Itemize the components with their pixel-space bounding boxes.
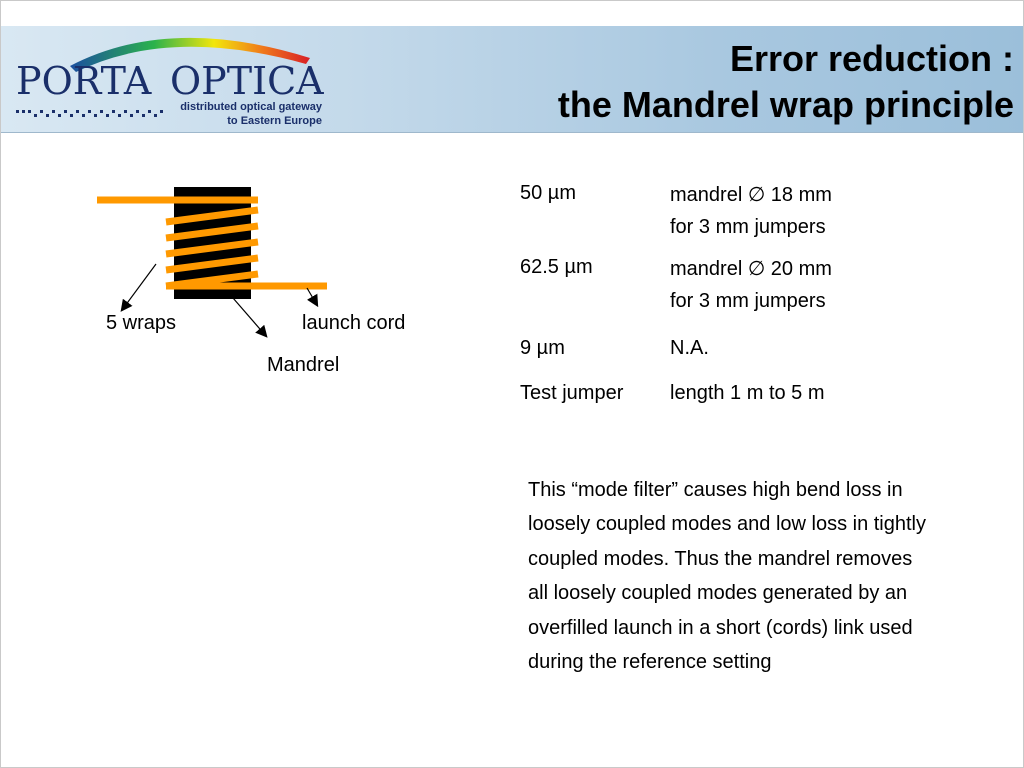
title-line-2: the Mandrel wrap principle	[557, 84, 1014, 125]
description-line: during the reference setting	[528, 651, 772, 674]
spec-fiber: 62.5 µm	[520, 256, 593, 278]
header-banner	[0, 26, 1024, 133]
mode-filter-description	[528, 473, 998, 679]
label-5-wraps: 5 wraps	[106, 312, 177, 334]
svg-text:to Eastern Europe: to Eastern Europe	[227, 115, 322, 127]
spec-value: mandrel ∅ 20 mm	[670, 258, 832, 280]
description-line: This “mode filter” causes high bend loss in	[528, 479, 903, 501]
arrow-launch-cord	[307, 288, 317, 305]
spec-value-note: for 3 mm jumpers	[670, 290, 826, 312]
spec-fiber: 50 µm	[520, 182, 576, 204]
description-line: coupled modes. Thus the mandrel removes	[528, 547, 913, 570]
label-launch-cord: launch cord	[302, 312, 406, 334]
arrow-mandrel	[233, 298, 266, 336]
spec-value: length 1 m to 5 m	[670, 382, 825, 404]
description-line: overfilled launch in a short (cords) link used	[528, 616, 913, 639]
spec-value: mandrel ∅ 18 mm	[670, 184, 832, 206]
slide-title	[558, 36, 1014, 128]
porta-optica-logo	[10, 32, 340, 128]
title-line-1: Error reduction :	[729, 38, 1014, 79]
svg-text:PORTA: PORTA	[16, 59, 152, 103]
spec-value: N.A.	[670, 337, 709, 359]
label-mandrel: Mandrel	[267, 354, 340, 376]
description-line: loosely coupled modes and low loss in tightly	[528, 513, 926, 536]
description-line: all loosely coupled modes generated by an	[528, 582, 908, 605]
svg-text:distributed optical gateway: distributed optical gateway	[180, 101, 322, 113]
spec-value-note: for 3 mm jumpers	[670, 216, 826, 238]
logo-dots	[16, 110, 163, 117]
svg-text:OPTICA: OPTICA	[170, 59, 324, 103]
spec-fiber: 9 µm	[520, 337, 565, 359]
arrow-wraps	[122, 264, 156, 310]
mandrel-wrap-diagram	[90, 180, 470, 390]
spec-fiber: Test jumper	[520, 382, 624, 404]
